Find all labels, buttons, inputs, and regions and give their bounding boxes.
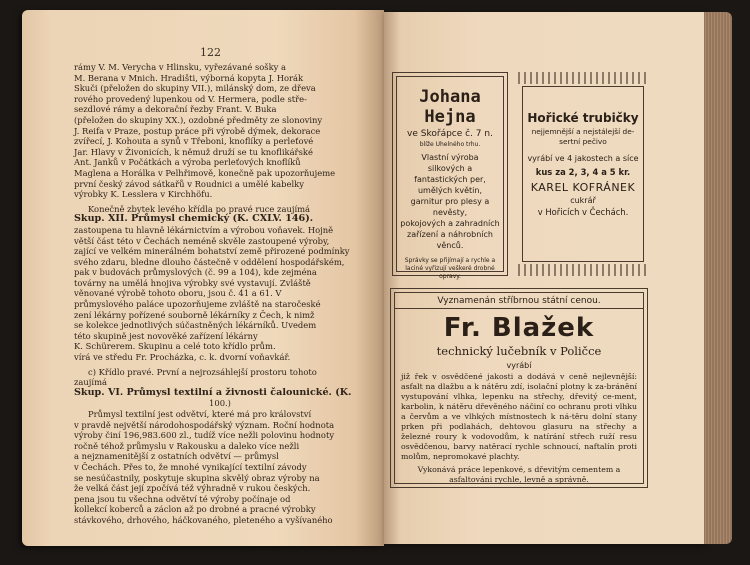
text-line: Ant. Janků v Počátkách a výroba perleťových knoflíků: [74, 157, 301, 168]
text-line: věnované výrobě tohoto oboru, jsou č. 41 a 61. V: [74, 288, 282, 299]
text-line: výrobky K. Lesslera v Kirchhöfu.: [74, 189, 213, 200]
text-line: 100.): [209, 398, 231, 409]
text-line: Skuči (přeložen do skupiny VII.), milánský dom, ze dřeva: [74, 83, 316, 94]
ad-blazek-services: Vykonává práce lepenkové, s dřevitým cementem a asfaltováni rychle, levně a správně.: [417, 465, 621, 484]
text-line: stávkového, drhového, háčkovaného, pleteného a vyšívaného: [74, 514, 333, 525]
text-line: ročně téhož průmyslu v Rakousku a daleko více nežli: [74, 440, 300, 451]
text-line: pak v budovách průmyslových (č. 99 a 104), kde zejména: [74, 267, 317, 278]
ad-hejna-line: Vlastní výroba: [421, 153, 479, 162]
page-edges: [704, 12, 732, 544]
text-line: Jar. Hlavy v Živonicích, k němuž druží se tu knoflikářské: [74, 146, 313, 157]
text-line: Skup. XII. Průmysl chemický (K. CXLV. 146).: [74, 213, 314, 225]
ad-blazek-verb: vyrábí: [506, 361, 532, 370]
text-line: v pravdě největší národohospodářský význam. Roční hodnota: [74, 419, 335, 430]
text-line: vírá ve středu Fr. Procházka, c. k. dvorní voňavkář.: [74, 352, 291, 363]
text-line: zající ve velkém minerálném bohatství země přirozené podmínky: [74, 246, 350, 257]
text-line: svého zdaru, bledne dlouho částečně v oddělení hospodářském,: [74, 256, 345, 267]
text-line: Konečně zbytek levého křídla po pravé ruce zaujímá: [88, 203, 311, 214]
text-line: průmyslového paláce upozorňujeme zvláště na staročeské: [74, 299, 321, 310]
text-line: rámy V. M. Verycha v Hlinsku, vyřezávané sošky a: [74, 62, 287, 72]
text-line: zvířecí, J. Kohouta a synů v Třeboni, knoflíky a perleťové: [74, 136, 314, 147]
text-line: rového provedený lupenkou od V. Hermera, podle stře-: [74, 93, 307, 104]
text-line: zení lékárny pořízené souborně lékárníky z Čech, k nimž: [74, 309, 315, 320]
ornament-top: [518, 72, 648, 84]
ad-kofranek-place: v Hořicích v Čechách.: [537, 207, 629, 217]
text-line: se kolekce jednotlivých súčastněných lékárníků. Uvedem: [74, 320, 317, 331]
text-line: této skupině jest novověké zařízení lékárny: [74, 330, 258, 341]
text-line: c) Křídlo pravé. První a nejrozsáhlejší prostoru tohoto: [88, 366, 317, 377]
ad-kofranek-made: vyrábí ve 4 jakostech a síce: [527, 154, 639, 163]
left-page-text: [74, 62, 366, 526]
text-line: první český závod sátkařů v Roudnici a umělé kabelky: [74, 178, 304, 189]
ad-hejna-line: umělých květin,: [417, 186, 482, 195]
ad-hejna-sub: blíže Uhelného trhu.: [419, 141, 481, 148]
page-number: 122: [200, 46, 221, 59]
ad-blazek-award: Vyznamenán stříbrnou státní cenou.: [395, 296, 643, 309]
ad-kofranek-title: Hořické trubičky: [527, 111, 639, 125]
ad-hejna-body: [400, 152, 500, 251]
ad-johana-hejna: [392, 72, 508, 280]
text-line: J. Reifa v Praze, postup práce při výrobě dýmek, dekorace: [74, 125, 321, 136]
text-line: Maglena a Horálka v Pelhřimově, konečně pak upozorňujeme: [74, 167, 336, 178]
ad-hejna-location: ve Skořápce č. 7 n.: [407, 129, 493, 139]
text-line: kollekcí koberců a záclon až po drobné a pracné výrobky: [74, 504, 316, 515]
text-line: zaujímá: [74, 377, 108, 388]
text-line: (přeložen do skupiny XX.), ozdobné předměty ze slonoviny: [74, 114, 323, 125]
ad-blazek-body: již řek v osvědčené jakosti a dodává v ceně nejlevnější: asfalt na dlažbu a k nátěru zdí, isolační plotny k za-bránění vystupování vlhka, lepenku na střechy, dřevitý ce-ment, karbolin, k nátěru dřevěného náčiní co ochranu proti vlhku a červům a ve vlhkých místnostech k ná-těru dolní stany prken při podlahách, dehtovou glasuru na střechy a železné roury k vodovodům, k natírání střech ruží resu osvědčenou, barvy natěrací rychle schnoucí, naftalín proti molům, nepromokavé plachty.: [401, 372, 637, 461]
ad-blazek-occupation: technický lučebník v Poličce: [436, 344, 602, 358]
ad-kofranek-frame: [522, 86, 644, 262]
ad-hejna-line: věnců.: [436, 241, 464, 250]
ad-kofranek-name: KAREL KOFRÁNEK: [530, 181, 636, 194]
ad-hejna-note: Správky se přijímají a rychle a laciné vyřizují veškeré drobné opravy.: [404, 257, 496, 280]
ad-hejna-line: pokojových a zahradních: [400, 219, 500, 228]
text-line: se nesúčastnily, poskytuje skupina skvělý obraz výroby na: [74, 472, 320, 483]
text-line: K. Schürerem. Skupinu a celé toto křídlo prům.: [74, 341, 276, 352]
ad-kofranek-price: kus za 2, 3, 4 a 5 kr.: [535, 167, 631, 177]
text-line: že velká část její zpočívá též výhradně v rukou českých.: [74, 483, 311, 494]
text-line: v Čechách. Přes to, že mnohé vynikající textilní závody: [74, 461, 307, 472]
text-line: Průmysl textilní jest odvětví, které má pro království: [88, 409, 312, 419]
ad-karel-kofranek: [518, 72, 648, 276]
text-line: větší část této v Čechách neméně skvěle zastoupené výroby,: [74, 235, 330, 246]
ad-fr-blazek: [390, 288, 648, 488]
text-line: zastoupena tu hlavně lékárnictvím a výrobou voňavek. Hojně: [74, 224, 334, 235]
text-line: a nejznamenitější z ostatních odvětví — průmysl: [74, 451, 279, 462]
text-line: pena jsou tu všechna odvětví té výroby počínaje od: [74, 493, 291, 504]
text-line: továrny na umělá hnojiva výrobky své vystavují. Zvláště: [74, 277, 311, 288]
ad-blazek-name: Fr. Blažek: [443, 313, 595, 343]
ornament-bottom: [518, 264, 648, 276]
text-line: sezdlové rámy a dekorační řezby Frant. V. Buka: [74, 104, 277, 115]
text-line: M. Berana v Mnich. Hradišti, výborná kopyta J. Horák: [74, 72, 304, 83]
text-line: výroby činí 196,983.600 zl., tudíž více nežli polovinu hodnoty: [74, 430, 335, 441]
ad-hejna-line: garnitur pro plesy a: [410, 197, 490, 206]
ad-hejna-name: Johana Hejna: [419, 87, 481, 127]
ad-hejna-line: nevěsty,: [432, 208, 468, 217]
ad-kofranek-subtitle: nejjemnější a nejstálejší de-sertní pečivo: [531, 127, 635, 146]
ad-kofranek-trade: cukrář: [570, 196, 596, 205]
text-line: Skup. VI. Průmysl textilní a živnosti čalounické. (K.: [74, 386, 352, 398]
ad-hejna-line: silkových a fantastických per,: [414, 164, 486, 184]
ad-hejna-line: zařízení a náhrobních: [407, 230, 493, 239]
